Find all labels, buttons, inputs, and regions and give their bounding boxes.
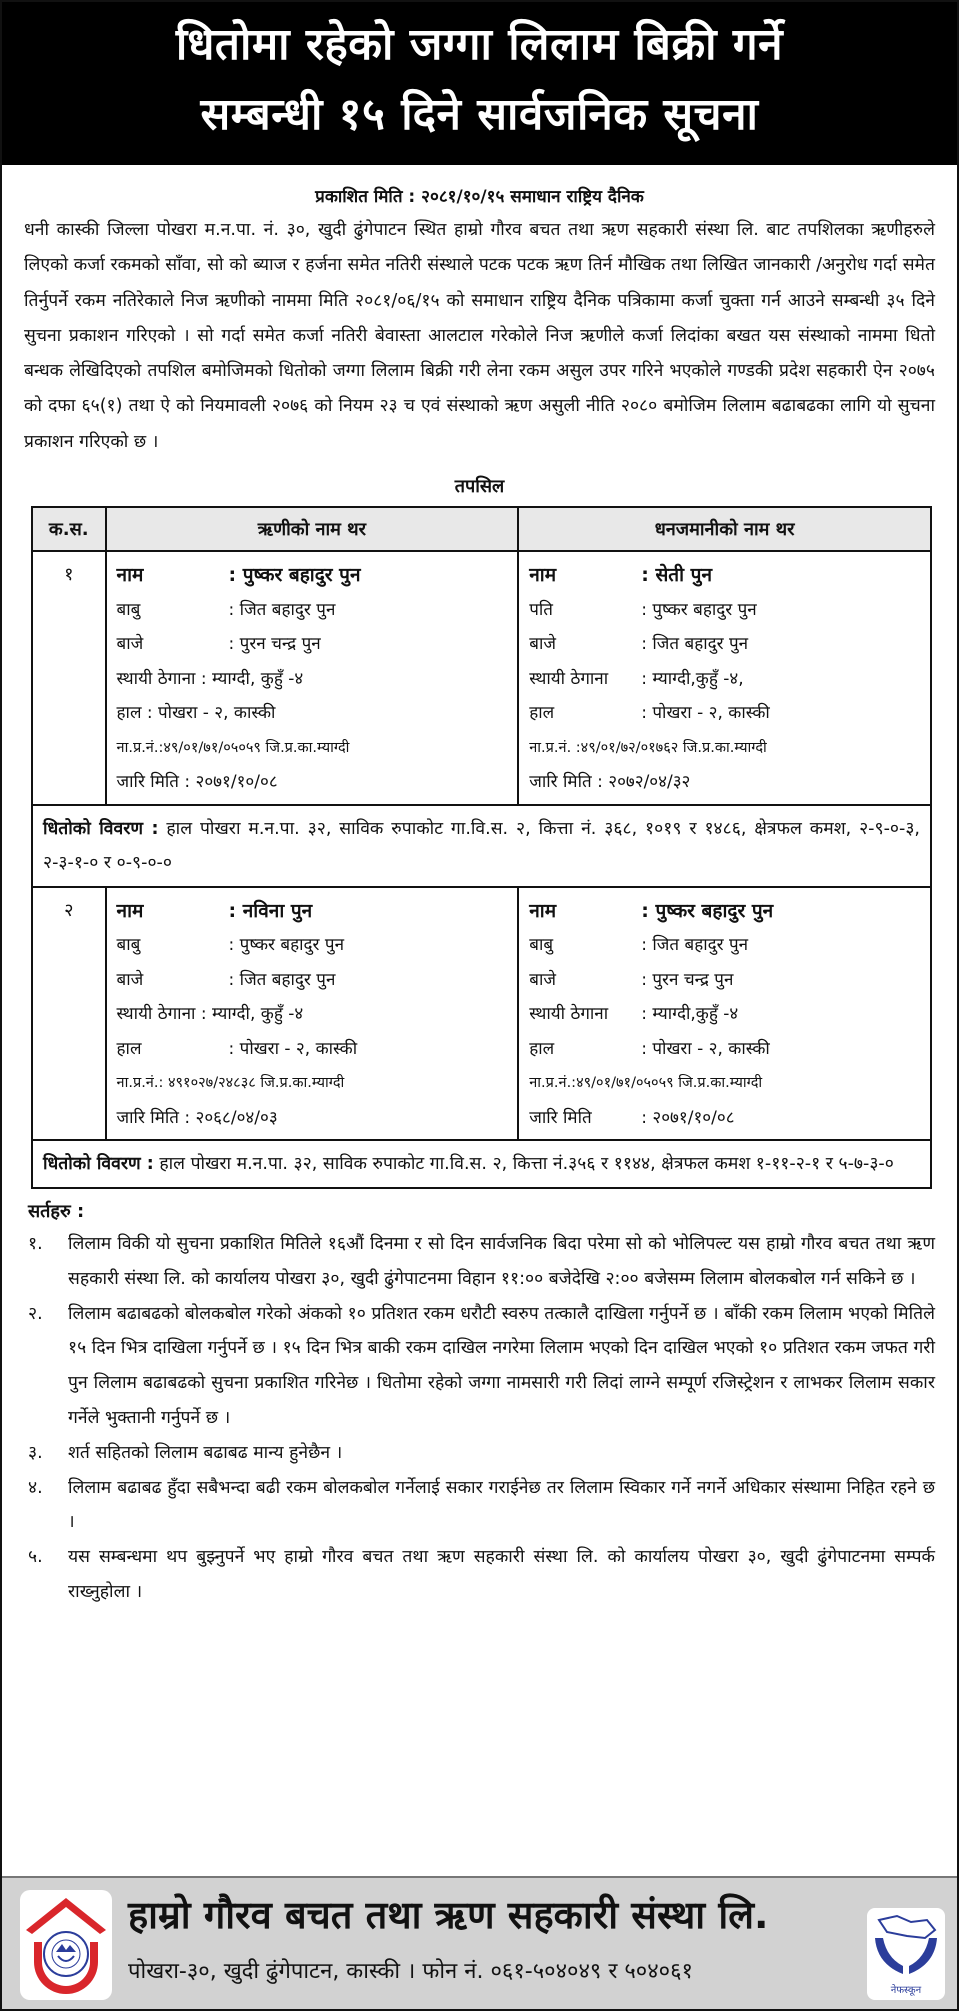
borrower-current-address: हाल : पोखरा - २, कास्की (116, 703, 276, 724)
borrower-current-address: : पोखरा - २, कास्की (228, 1038, 358, 1059)
guarantor-grandfather: : जित बहादुर पुन (641, 634, 749, 655)
label-father: बाबु (529, 935, 554, 956)
intro-paragraph: धनी कास्की जिल्ला पोखरा म.न.पा. नं. ३०, खुदी ढुंगेपाटन स्थित हाम्रो गौरव बचत तथा ऋण सहकारी संस्था लि. बाट तपशिलका ऋणीहरुले लिएको कर्जा रकमको साँवा, सो को ब्याज र हर्जना समेत नतिरी संस्थाले पटक पटक ऋण तिर्न मौखिक तथा लिखित जानकारी /अनुरोध गर्दा समेत तिर्नुपर्ने रकम नतिरेकाले निज ऋणीको नाममा मिति २०८१/०६/१५ को समाधान राष्ट्रिय दैनिक पत्रिकामा कर्जा चुक्ता गर्न आउने सम्बन्धी ३५ दिने सुचना प्रकाशन गरिएको । सो गर्दा समेत कर्जा नतिरी बेवास्ता आलटाल गरेकोले निज ऋणीले कर्जा लिदांका बखत यस संस्थाको नाममा धितो बन्धक लेखिदिएको तपशिल बमोजिमको धितोको जग्गा लिलाम बिक्री गरी लेना रकम असुल उपर गरिने भएकोले गण्डकी प्रदेश सहकारी ऐन २०७५ को दफा ६५(१) तथा ऐ को नियमावली २०७६ को नियम २३ च एवं संस्थाको ऋण असुली नीति २०८० बमोजिम लिलाम बढाबढका लागि यो सुचना प्रकाशन गरिएको छ । (24, 220, 935, 452)
borrower-citizenship: ना.प्र.नं.: ४९१०२७/२४८३८ जि.प्र.का.म्याग्दी (116, 1075, 345, 1092)
label-husband: पति (529, 599, 553, 620)
borrower-grandfather: : जित बहादुर पुन (228, 969, 336, 990)
label-current-address: हाल (529, 1038, 555, 1059)
label-grandfather: बाजे (116, 969, 144, 990)
guarantor-citizenship: ना.प्र.नं. :४९/०१/७२/०१७६२ जि.प्र.का.म्याग्दी (529, 739, 767, 756)
cooperative-logo (20, 1890, 112, 2000)
borrower-permanent-address: स्थायी ठेगाना : म्याग्दी, कुहुँ -४ (116, 1004, 304, 1025)
label-name: नाम (116, 564, 144, 587)
nefscun-logo (867, 1908, 945, 2000)
guarantor-name: : पुष्कर बहादुर पुन (641, 899, 774, 922)
label-permanent-address: स्थायी ठेगाना (529, 668, 609, 689)
term-item (28, 1540, 935, 1610)
term-text: लिलाम विकी यो सुचना प्रकाशित मितिले १६औं दिनमा र सो दिन सार्वजनिक बिदा परेमा सो को भोलिपल्ट यस हाम्रो गौरव बचत तथा ऋण सहकारी संस्था लि. को कार्यालय पोखरा ३०, खुदी ढुंगेपाटनमा विहान ११:०० बजेदेखि २:०० बजेसम्म लिलाम बोलकबोल गर्न सकिने छ । (68, 1234, 935, 1289)
term-number: ५. (28, 1547, 43, 1568)
collateral-details (32, 805, 931, 887)
collateral-details (32, 1140, 931, 1188)
borrower-name: : पुष्कर बहादुर पुन (228, 564, 361, 587)
term-text: लिलाम बढाबढको बोलकबोल गरेको अंकको १० प्रतिशत रकम धरौटी स्वरुप तत्कालै दाखिला गर्नुपर्ने छ । बाँकी रकम लिलाम भएको मितिले १५ दिन भित्र दाखिला गर्नुपर्ने छ । १५ दिन भित्र बाकी रकम दाखिल नगरेमा लिलाम भएको दिन दाखिल भएको १० प्रतिशत रकम जफत गरी पुन लिलाम बढाबढको सुचना प्रकाशित गरिनेछ । धितोमा रहेको जग्गा नामसारी गरी लिदां लाग्ने सम्पूर्ण रजिस्ट्रेशन र लाभकर लिलाम सकार गर्नेले भुक्तानी गर्नुपर्ने छ । (68, 1303, 935, 1429)
term-item (28, 1471, 935, 1541)
term-item (28, 1227, 935, 1297)
term-item (28, 1297, 935, 1436)
title-line-1: धितोमा रहेको जग्गा लिलाम बिक्री गर्ने (175, 19, 784, 70)
borrower-cell (106, 887, 519, 1141)
label-grandfather: बाजे (116, 634, 144, 655)
organization-address: पोखरा-३०, खुदी ढुंगेपाटन, कास्की । फोन नं. ०६१-५०४०४९ र ५०४०६१ (128, 1959, 693, 1984)
guarantor-permanent-address: : म्याग्दी,कुहुँ -४ (641, 1004, 739, 1025)
borrower-cell (106, 551, 519, 805)
borrower-father: : जित बहादुर पुन (228, 599, 336, 620)
serial-number: १ (32, 551, 106, 805)
label-name: नाम (529, 564, 557, 587)
label-father: बाबु (116, 935, 141, 956)
table-row (32, 887, 931, 1141)
term-number: ४. (28, 1477, 43, 1498)
collateral-row (32, 805, 931, 887)
organization-name: हाम्रो गौरव बचत तथा ऋण सहकारी संस्था लि. (128, 1893, 769, 1937)
published-date: प्रकाशित मिति : २०८१/१०/१५ समाधान राष्ट्रिय दैनिक (315, 187, 644, 207)
term-number: ३. (28, 1442, 43, 1463)
guarantor-issue-date: : २०७१/१०/०८ (641, 1107, 735, 1128)
label-permanent-address: स्थायी ठेगाना (529, 1004, 609, 1025)
guarantor-cell (518, 887, 931, 1141)
borrower-father: : पुष्कर बहादुर पुन (228, 935, 345, 956)
term-number: १. (28, 1234, 43, 1255)
terms-heading: सर्तहरु : (28, 1201, 85, 1223)
guarantor-name: : सेती पुन (641, 564, 713, 587)
term-number: २. (28, 1303, 43, 1324)
collateral-row (32, 1140, 931, 1188)
borrower-issue-date: जारि मिति : २०७१/१०/०८ (116, 772, 278, 793)
header-serial: क.स. (32, 507, 106, 551)
label-current-address: हाल (116, 1038, 142, 1059)
label-current-address: हाल (529, 703, 555, 724)
terms-list (28, 1227, 935, 1610)
borrower-grandfather: : पुरन चन्द्र पुन (228, 634, 321, 655)
header-guarantor: धनजमानीको नाम थर (518, 507, 931, 551)
footer-banner (2, 1876, 957, 2009)
nefscun-label: नेफस्कून (890, 1985, 922, 1996)
guarantor-husband: : पुष्कर बहादुर पुन (641, 599, 757, 620)
collateral-label: धितोको विवरण : (43, 818, 159, 839)
guarantor-citizenship: ना.प्र.नं.:४९/०१/७१/०५०५९ जि.प्र.का.म्याग्दी (529, 1075, 763, 1092)
collateral-text: हाल पोखरा म.न.पा. ३२, साविक रुपाकोट गा.वि.स. २, कित्ता नं. ३६८, १०१९ र १४८६, क्षेत्रफल कमश, २-९-०-३, २-३-१-० र ०-९-०-० (43, 818, 920, 873)
guarantor-current-address: : पोखरा - २, कास्की (641, 1038, 770, 1059)
label-name: नाम (529, 899, 557, 922)
collateral-text: हाल पोखरा म.न.पा. ३२, साविक रुपाकोट गा.वि.स. २, कित्ता नं.३५६ र ११४४, क्षेत्रफल कमश १-११-२-१ र ५-७-३-० (159, 1154, 894, 1175)
table-header-row (32, 507, 931, 551)
guarantor-permanent-address: : म्याग्दी,कुहुँ -४, (641, 668, 744, 689)
guarantor-cell (518, 551, 931, 805)
borrower-citizenship: ना.प्र.नं.:४९/०१/७१/०५०५९ जि.प्र.का.म्याग्दी (116, 739, 350, 756)
label-father: बाबु (116, 599, 141, 620)
guarantor-grandfather: : पुरन चन्द्र पुन (641, 969, 734, 990)
notice-header (2, 2, 957, 165)
borrower-issue-date: जारि मिति : २०६८/०४/०३ (116, 1107, 278, 1128)
title-line-2: सम्बन्धी १५ दिने सार्वजनिक सूचना (200, 89, 759, 140)
header-borrower: ऋणीको नाम थर (106, 507, 519, 551)
collateral-label: धितोको विवरण : (43, 1154, 154, 1175)
guarantor-father: : जित बहादुर पुन (641, 935, 749, 956)
label-grandfather: बाजे (529, 634, 556, 655)
hands-map-icon (867, 1908, 945, 1980)
term-text: यस सम्बन्धमा थप बुझ्नुपर्ने भए हाम्रो गौरव बचत तथा ऋण सहकारी संस्था लि. को कार्यालय पोखरा ३०, खुदी ढुंगेपाटनमा सम्पर्क राख्नुहोला । (68, 1547, 935, 1603)
serial-number: २ (32, 887, 106, 1141)
label-grandfather: बाजे (529, 969, 556, 990)
borrower-name: : नविना पुन (228, 899, 313, 922)
table-row (32, 551, 931, 805)
term-text: शर्त सहितको लिलाम बढाबढ मान्य हुनेछैन । (68, 1442, 343, 1463)
guarantor-current-address: : पोखरा - २, कास्की (641, 703, 770, 724)
term-item (28, 1436, 935, 1471)
details-table (31, 506, 932, 1189)
borrower-permanent-address: स्थायी ठेगाना : म्याग्दी, कुहुँ -४ (116, 668, 304, 689)
guarantor-issue-date: जारि मिति : २०७२/०४/३२ (529, 772, 691, 793)
label-issue-date: जारि मिति (529, 1107, 592, 1128)
house-seal-icon (20, 1890, 112, 2000)
label-name: नाम (116, 899, 144, 922)
details-heading: तपसिल (454, 476, 505, 498)
term-text: लिलाम बढाबढ हुँदा सबैभन्दा बढी रकम बोलकबोल गर्नेलाई सकार गराईनेछ तर लिलाम स्विकार गर्ने नगर्ने अधिकार संस्थामा निहित रहने छ । (68, 1477, 935, 1533)
